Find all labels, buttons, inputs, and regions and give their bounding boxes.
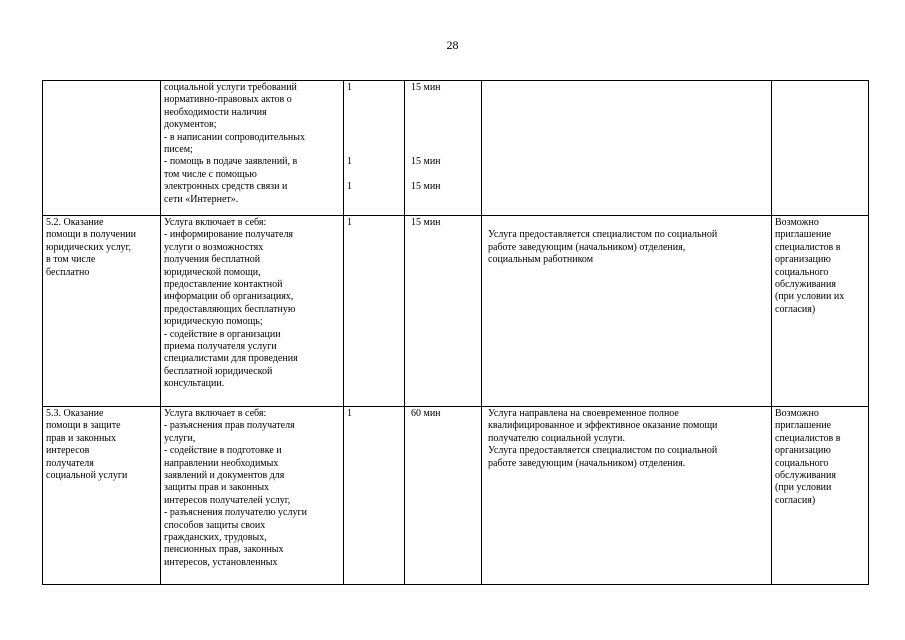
cell-line: социального: [775, 266, 829, 278]
cell-line: пенсионных прав, законных: [164, 544, 284, 556]
cell-line: направлении необходимых: [164, 457, 279, 469]
cell-line: услуги о возможностях: [164, 241, 264, 253]
cell-line: сети «Интернет».: [164, 193, 239, 205]
cell-line: - содействие в организации: [164, 328, 281, 340]
cell-line: приема получателя услуги: [164, 341, 277, 353]
cell-line: нормативно-правовых актов о: [164, 94, 292, 106]
service-name-cell: [43, 81, 161, 216]
cell-line: Услуга предоставляется специалистом по социальной: [488, 229, 718, 241]
cell-line: защиты прав и законных: [164, 482, 270, 494]
cell-line: 15 мин: [411, 82, 441, 93]
cell-line: - содействие в подготовке и: [164, 445, 282, 457]
cell-line: 15 мин: [411, 181, 441, 193]
cell-line: [347, 132, 401, 144]
cell-line: предоставляющих бесплатную: [164, 303, 296, 315]
cell-line: помощи в защите: [46, 420, 121, 432]
cell-line: - информирование получателя: [164, 229, 294, 241]
cell-line: бесплатно: [46, 266, 90, 278]
cell-line: специалистов в: [775, 241, 841, 253]
cell-line: услуги,: [164, 432, 196, 444]
cell-line: 1: [347, 82, 352, 93]
cell-line: - в написании сопроводительных: [164, 131, 305, 143]
cell-line: [347, 94, 401, 106]
service-time-cell: [405, 407, 482, 585]
cell-line: необходимости наличия: [164, 106, 267, 118]
cell-line: помощи в получении: [46, 229, 136, 241]
cell-line: (при условии: [775, 482, 832, 494]
cell-line: 60 мин: [411, 408, 441, 419]
service-volume-cell: [344, 407, 405, 585]
cell-line: 1: [347, 181, 352, 193]
service-notes-cell: [772, 81, 869, 216]
cell-line: электронных средств связи и: [164, 181, 288, 193]
cell-line: работе заведующим (начальником) отделения,: [488, 241, 686, 253]
cell-line: том числе с помощью: [164, 168, 257, 180]
cell-line: интересов, установленных: [164, 556, 278, 568]
service-volume-cell: [344, 81, 405, 216]
cell-line: юридической помощи,: [164, 266, 261, 278]
cell-line: 5.2. Оказание: [46, 217, 104, 228]
cell-line: [411, 107, 478, 119]
cell-line: способов защиты своих: [164, 519, 266, 531]
cell-line: прав и законных: [46, 432, 117, 444]
service-volume-cell: [344, 216, 405, 407]
service-notes-cell: [772, 407, 869, 585]
service-content-cell: [161, 81, 344, 216]
cell-line: получения бесплатной: [164, 254, 261, 266]
cell-line: получателя: [46, 457, 94, 469]
cell-line: 5.3. Оказание: [46, 408, 104, 419]
cell-line: социальным работником: [488, 254, 594, 266]
cell-line: социальной услуги требований: [164, 82, 297, 93]
cell-line: Возможно: [775, 217, 819, 228]
service-conditions-cell: [482, 81, 772, 216]
cell-line: приглашение: [775, 229, 832, 241]
cell-line: Услуга предоставляется специалистом по социальной: [488, 445, 718, 457]
service-time-cell: [405, 81, 482, 216]
services-table: [42, 80, 869, 585]
cell-line: 15 мин: [411, 217, 441, 228]
service-content-cell: [161, 407, 344, 585]
cell-line: организацию: [775, 254, 831, 266]
cell-line: Услуга направлена на своевременное полное: [488, 408, 679, 419]
cell-line: [347, 119, 401, 131]
cell-line: [347, 107, 401, 119]
service-conditions-cell: [482, 216, 772, 407]
cell-line: специалистов в: [775, 432, 841, 444]
cell-line: социального: [775, 457, 829, 469]
cell-line: [488, 217, 768, 229]
cell-line: [411, 169, 478, 181]
service-time-cell: [405, 216, 482, 407]
table-row: [43, 81, 869, 216]
cell-line: работе заведующим (начальником) отделения.: [488, 457, 686, 469]
cell-line: социальной услуги: [46, 470, 128, 482]
cell-line: бесплатной юридической: [164, 365, 273, 377]
cell-line: гражданских, трудовых,: [164, 532, 267, 544]
cell-line: 1: [347, 217, 352, 228]
cell-line: [347, 169, 401, 181]
cell-line: специалистами для проведения: [164, 353, 298, 365]
service-name-cell: [43, 216, 161, 407]
cell-line: 15 мин: [411, 156, 441, 168]
cell-line: 1: [347, 156, 352, 168]
cell-line: [347, 144, 401, 156]
service-content-cell: [161, 216, 344, 407]
service-name-cell: [43, 407, 161, 585]
cell-line: заявлений и документов для: [164, 470, 285, 482]
cell-line: - помощь в подаче заявлений, в: [164, 156, 298, 168]
cell-line: писем;: [164, 144, 193, 156]
cell-line: (при условии их: [775, 291, 845, 303]
cell-line: - разъяснения прав получателя: [164, 420, 295, 432]
cell-line: организацию: [775, 445, 831, 457]
cell-line: получателю социальной услуги.: [488, 432, 625, 444]
cell-line: в том числе: [46, 254, 96, 266]
service-conditions-cell: [482, 407, 772, 585]
cell-line: обслуживания: [775, 279, 836, 291]
cell-line: Услуга включает в себя:: [164, 408, 267, 419]
cell-line: предоставление контактной: [164, 279, 283, 291]
cell-line: консультации.: [164, 378, 225, 390]
cell-line: приглашение: [775, 420, 832, 432]
cell-line: интересов: [46, 445, 90, 457]
page-number: 28: [446, 38, 459, 52]
cell-line: [411, 144, 478, 156]
cell-line: интересов получателей услуг,: [164, 494, 291, 506]
table-row: [43, 407, 869, 585]
cell-line: информации об организациях,: [164, 291, 294, 303]
cell-line: Возможно: [775, 408, 819, 419]
cell-line: - разъяснения получателю услуги: [164, 507, 307, 519]
cell-line: [411, 132, 478, 144]
cell-line: согласия): [775, 303, 816, 315]
cell-line: согласия): [775, 494, 816, 506]
cell-line: документов;: [164, 119, 217, 131]
cell-line: обслуживания: [775, 470, 836, 482]
cell-line: [411, 119, 478, 131]
cell-line: [411, 94, 478, 106]
cell-line: квалифицированное и эффективное оказание помощи: [488, 420, 718, 432]
cell-line: юридическую помощь;: [164, 316, 263, 328]
cell-line: 1: [347, 408, 352, 419]
cell-line: Услуга включает в себя:: [164, 217, 267, 228]
cell-line: юридических услуг,: [46, 241, 132, 253]
service-notes-cell: [772, 216, 869, 407]
table-row: [43, 216, 869, 407]
